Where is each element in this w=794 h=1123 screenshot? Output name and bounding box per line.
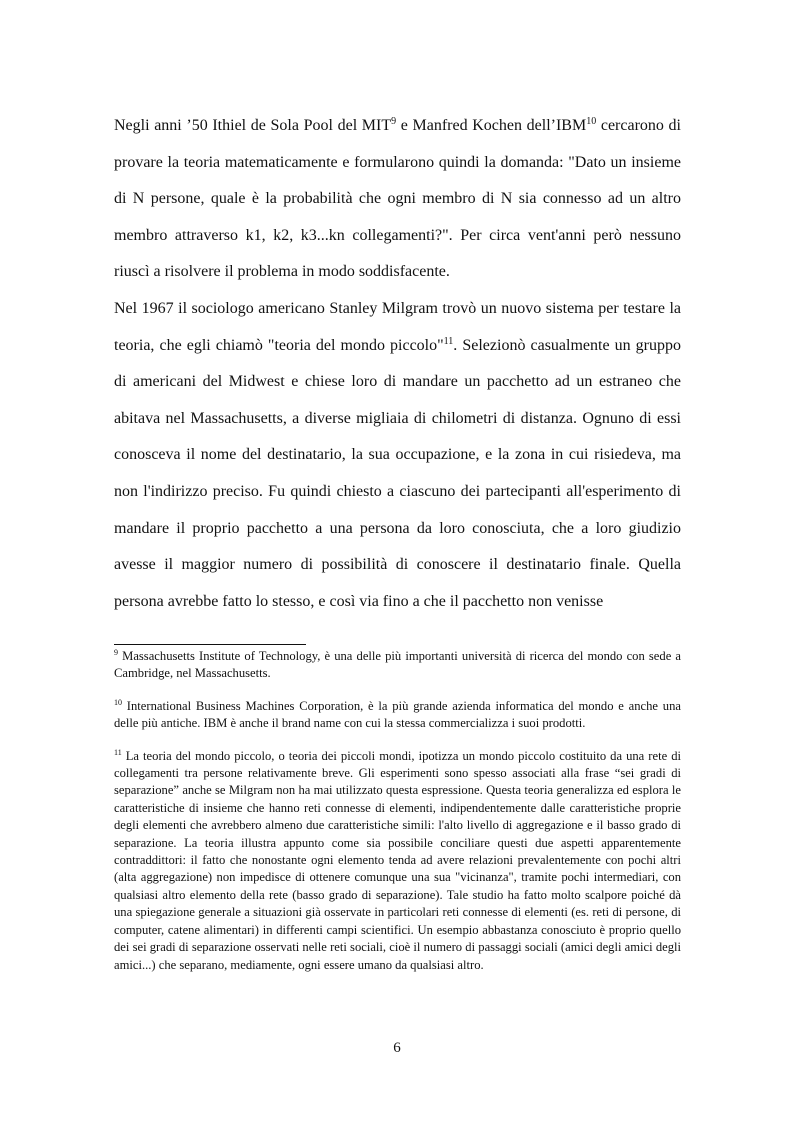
footnote-number: 9	[114, 648, 118, 657]
paragraph-1-text-b: e Manfred Kochen dell’IBM	[396, 117, 587, 134]
paragraph-2	[114, 291, 681, 620]
paragraph-2-text-b: . Selezionò casualmente un gruppo di americani del Midwest e chiese loro di mandare un pacchetto ad un estraneo che abitava nel Massachusetts, a diverse migliaia di chilometri di distanza. Ognuno di essi conosceva il nome del destinatario, la sua occupazione, e la zona in cui risiedeva, ma non l'indirizzo preciso. Fu quindi chiesto a ciascuno dei partecipanti all'esperimento di mandare il proprio pacchetto a una persona da loro conosciuta, che a loro giudizio avesse il maggior numero di possibilità di conoscere il destinatario finale. Quella persona avrebbe fatto lo stesso, e così via fino a che il pacchetto non venisse	[114, 336, 681, 610]
page-number: 6	[393, 1040, 401, 1056]
paragraph-1-text-a: Negli anni ’50 Ithiel de Sola Pool del MIT	[114, 117, 392, 134]
footnote-number: 11	[114, 747, 122, 757]
footnote-11	[114, 748, 681, 974]
footnote-number: 10	[114, 697, 122, 707]
paragraph-1-text-c: cercarono di provare la teoria matematicamente e formularono quindi la domanda: "Dato un insieme di N persone, quale è la probabilità che ogni membro di N sia connesso ad un altro membro attraverso k1, k2, k3...kn collegamenti?". Per circa vent'anni però nessuno riuscì a risolvere il problema in modo soddisfacente.	[114, 117, 682, 281]
footnote-ref-9[interactable]: 9	[391, 116, 397, 127]
footnote-text: La teoria del mondo piccolo, o teoria dei piccoli mondi, ipotizza un mondo piccolo costituito da una rete di collegamenti tra persone relativamente breve. Gli esperimenti sono spesso associati alla frase “sei gradi di separazione” anche se Milgram non ha mai utilizzato questa espressione. Questa teoria generalizza ed esplora le caratteristiche di insieme che hanno reti connesse di elementi, indipendentemente dalle caratteristiche proprie degli elementi che avrebbero almeno due caratteristiche simili: l'alto livello di aggregazione e il basso grado di separazione. La teoria illustra appunto come sia possibile conciliare questi due aspetti apparentemente contraddittori: il fatto che nonostante ogni elemento tenda ad avere relazioni prevalentemente con pochi altri (alta aggregazione) non impedisce di ottenere comunque una sua "vicinanza", tramite pochi intermediari, con qualsiasi altro elemento della rete (basso grado di separazione). Tale studio ha fatto molto scalpore poiché dà una spiegazione generale a situazioni già osservate in particolari reti connesse di elementi (es. reti di persone, di computer, catene alimentari) in differenti campi scientifici. Un esempio abbastanza conosciuto è proprio quello dei sei gradi di separazione osservati nelle reti sociali, cioè il numero di passaggi sociali (amici degli amici degli amici...) che separano, mediamente, ogni essere umano da qualsiasi altro.	[114, 748, 681, 972]
paragraph-2-text-a: Nel 1967 il sociologo americano Stanley Milgram trovò un nuovo sistema per testare la teoria, che egli chiamò "teoria del mondo piccolo"	[114, 299, 681, 354]
paragraph-1	[114, 108, 681, 291]
body-text	[114, 108, 681, 620]
footnote-ref-11[interactable]: 11	[443, 335, 454, 347]
footnotes	[114, 648, 681, 989]
footnote-ref-10[interactable]: 10	[586, 116, 597, 127]
footnote-9	[114, 648, 681, 683]
footnote-text: International Business Machines Corporation, è la più grande azienda informatica del mondo e anche una delle più antiche. IBM è anche il brand name con cui la stessa commercializza i suoi prodotti.	[114, 698, 681, 731]
footnote-text: Massachusetts Institute of Technology, è una delle più importanti università di ricerca del mondo con sede a Cambridge, nel Massachusetts.	[114, 649, 681, 681]
footnote-10	[114, 698, 681, 733]
footnote-separator	[114, 644, 306, 645]
